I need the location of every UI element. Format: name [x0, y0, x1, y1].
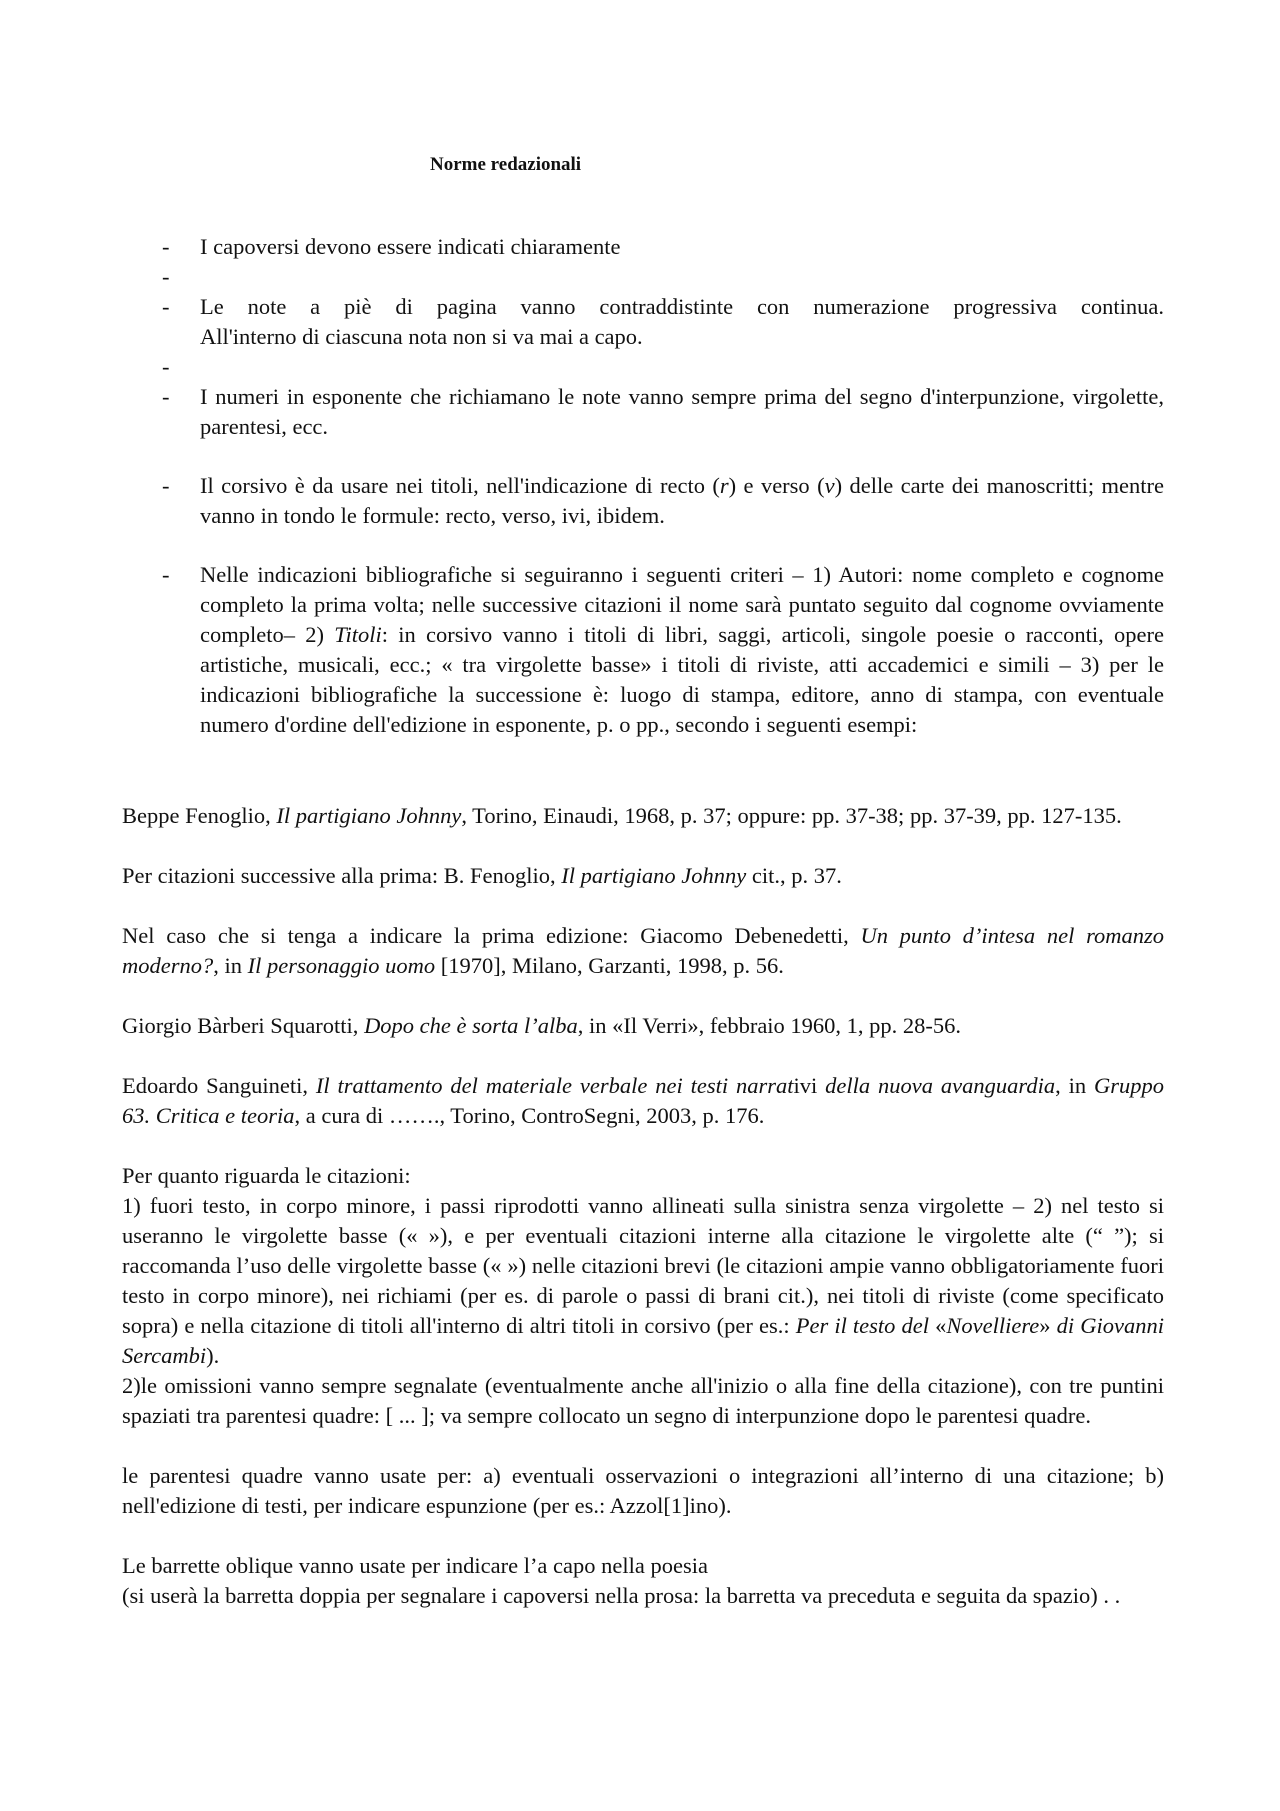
example-paragraph: Nel caso che si tenga a indicare la prima edizione: Giacomo Debenedetti, Un punto d’intesa nel romanzo moderno?, in Il personaggio uomo [1970], Milano, Garzanti, 1998, p. 56.: [122, 923, 1164, 978]
example-paragraph: Per citazioni successive alla prima: B. Fenoglio, Il partigiano Johnny cit., p. 37.: [122, 863, 842, 888]
citations-rule-2: 2)le omissioni vanno sempre segnalate (eventualmente anche all'inizio o alla fine della citazione), con tre puntini spaziati tra parentesi quadre: [ ... ]; va sempre collocato un segno di interpunzione dopo le parentesi quadre.: [122, 1373, 1164, 1428]
slash-rule-note: (si userà la barretta doppia per segnalare i capoversi nella prosa: la barretta va preceduta e seguita da spazio) . .: [122, 1583, 1121, 1608]
list-item-empty: [122, 262, 1164, 292]
citations-rule-1: 1) fuori testo, in corpo minore, i passi riprodotti vanno allineati sulla sinistra senza virgolette – 2) nel testo si useranno le virgolette basse (« »), e per eventuali citazioni interne alla citazione le virgolette alte (“ ”); si raccomanda l’uso delle virgolette basse (« ») nelle citazioni brevi (le citazioni ampie vanno obbligatoriamente fuori testo in corpo minore), nei richiami (per es. di parole o passi di brani cit.), nei titoli di riviste (come specificato sopra) e nella citazione di titoli all'interno di altri titoli in corsivo (per es.: Per il testo del «Novelliere» di Giovanni Sercambi).: [122, 1193, 1164, 1368]
list-item: - Le note a piè di pagina vanno contraddistinte con numerazione progressiva continua. All'interno di ciascuna nota non si va mai a capo.: [162, 294, 1164, 349]
list-item: - I capoversi devono essere indicati chiaramente: [122, 232, 1164, 262]
list-item: - Nelle indicazioni bibliografiche si seguiranno i seguenti criteri – 1) Autori: nome completo e cognome completo la prima volta; nelle successive citazioni il nome sarà puntato seguito dal cognome ovviamente completo– 2) Titoli: in corsivo vanno i titoli di libri, saggi, articoli, singole poesie o racconti, opere artistiche, musicali, ecc.; « tra virgolette basse» i titoli di riviste, atti accademici e simili – 3) per le indicazioni bibliografiche la successione è: luogo di stampa, editore, anno di stampa, con eventuale numero d'ordine dell'edizione in esponente, p. o pp., secondo i seguenti esempi:: [162, 562, 1164, 737]
slash-rule: Le barrette oblique vanno usate per indicare l’a capo nella poesia: [122, 1553, 708, 1578]
example-paragraph: Beppe Fenoglio, Il partigiano Johnny, Torino, Einaudi, 1968, p. 37; oppure: pp. 37-38; pp. 37-39, pp. 127-135.: [122, 803, 1122, 828]
bullet-dash: -: [162, 234, 170, 259]
citations-heading: Per quanto riguarda le citazioni:: [122, 1163, 411, 1188]
document-body: [122, 801, 1164, 1611]
example-paragraph: Giorgio Bàrberi Squarotti, Dopo che è sorta l’alba, in «Il Verri», febbraio 1960, 1, pp. 28-56.: [122, 1013, 962, 1038]
bullet-dash: -: [162, 473, 170, 498]
bullet-list: [122, 232, 1164, 740]
brackets-rule: le parentesi quadre vanno usate per: a) eventuali osservazioni o integrazioni all’interno di una citazione; b) nell'edizione di testi, per indicare espunzione (per es.: Azzol[1]ino).: [122, 1463, 1164, 1518]
bullet-dash: -: [162, 264, 170, 289]
bullet-dash: -: [162, 562, 170, 587]
bullet-dash: -: [162, 384, 170, 409]
bullet-dash: -: [162, 294, 170, 319]
list-item: - Il corsivo è da usare nei titoli, nell'indicazione di recto (r) e verso (v) delle carte dei manoscritti; mentre vanno in tondo le formule: recto, verso, ivi, ibidem.: [162, 473, 1165, 528]
list-item-empty: [122, 352, 1164, 382]
bullet-dash: -: [162, 354, 170, 379]
page-title: Norme redazionali: [430, 154, 582, 175]
list-item: - I numeri in esponente che richiamano le note vanno sempre prima del segno d'interpunzione, virgolette, parentesi, ecc.: [162, 384, 1164, 439]
example-paragraph: Edoardo Sanguineti, Il trattamento del materiale verbale nei testi narrativi della nuova avanguardia, in Gruppo 63. Critica e teoria, a cura di ……., Torino, ControSegni, 2003, p. 176.: [122, 1073, 1164, 1128]
